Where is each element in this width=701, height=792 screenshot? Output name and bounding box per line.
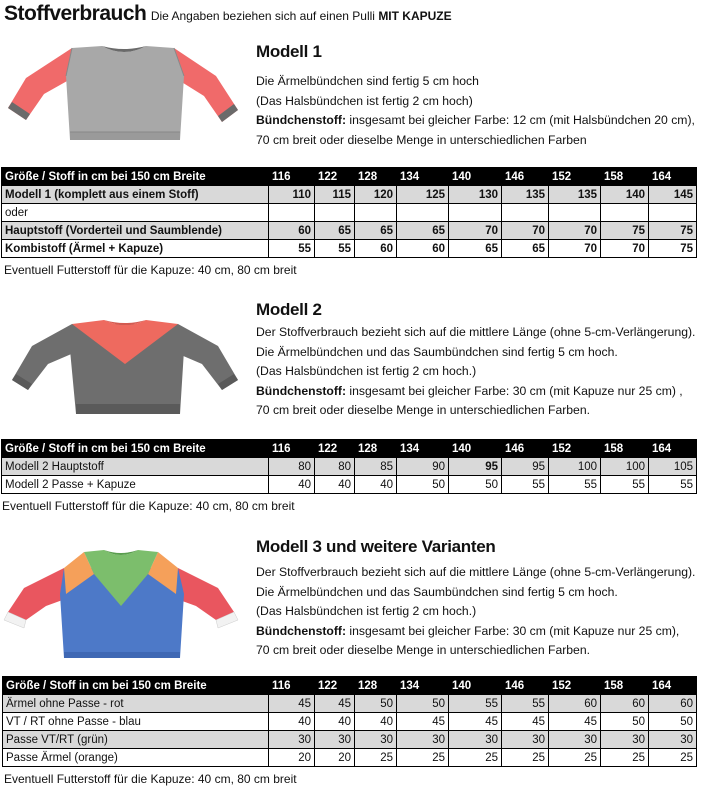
model3-cuff-label: Bündchenstoff:: [256, 623, 347, 638]
cell-value: 30: [549, 731, 601, 749]
cell-value: 60: [397, 240, 449, 258]
table-row: [2, 222, 697, 240]
model1-description: [256, 72, 695, 150]
cell-value: 55: [502, 695, 549, 713]
size-116: 116: [269, 677, 315, 695]
size-134: 134: [397, 440, 449, 458]
model1-line-1: Die Ärmelbündchen sind fertig 5 cm hoch: [256, 74, 479, 88]
yoke-sweater-illustration: [6, 310, 244, 420]
subtitle-bold: MIT KAPUZE: [378, 9, 452, 23]
cell-value: 110: [269, 186, 315, 204]
table-row: [2, 204, 697, 222]
model2-cuff-line: [256, 382, 695, 402]
model3-table: [2, 676, 697, 767]
cell-value: 145: [649, 186, 697, 204]
cell-value: [269, 204, 315, 222]
size-140: 140: [449, 440, 502, 458]
cell-value: [649, 204, 697, 222]
cell-value: 55: [502, 476, 549, 494]
table-row: [2, 240, 697, 258]
cell-value: 30: [449, 731, 502, 749]
model1-cuff-text: insgesamt bei gleicher Farbe: 12 cm (mit Halsbündchen 20 cm),: [346, 113, 695, 127]
cell-value: 70: [549, 240, 601, 258]
cell-value: 105: [649, 458, 697, 476]
size-164: 164: [649, 440, 697, 458]
size-146: 146: [502, 440, 549, 458]
model2-header-row: [2, 440, 697, 458]
size-152: 152: [549, 677, 601, 695]
header-label: Größe / Stoff in cm bei 150 cm Breite: [2, 168, 269, 186]
size-116: 116: [269, 168, 315, 186]
cell-value: 25: [649, 749, 697, 767]
cell-value: 50: [601, 713, 649, 731]
size-158: 158: [601, 440, 649, 458]
row-label: Modell 2 Hauptstoff: [2, 458, 269, 476]
model2-line-3: (Das Halsbündchen ist fertig 2 cm hoch.): [256, 364, 477, 378]
cell-value: 25: [502, 749, 549, 767]
cell-value: 45: [549, 713, 601, 731]
size-152: 152: [549, 440, 601, 458]
cell-value: 75: [649, 240, 697, 258]
row-label: Modell 1 (komplett aus einem Stoff): [2, 186, 269, 204]
cell-value: 45: [449, 713, 502, 731]
model2-heading: Modell 2: [256, 300, 322, 319]
header-label: Größe / Stoff in cm bei 150 cm Breite: [3, 677, 269, 695]
cell-value: 75: [601, 222, 649, 240]
cell-value: 140: [601, 186, 649, 204]
cell-value: 90: [397, 458, 449, 476]
size-122: 122: [315, 677, 355, 695]
table-row: [2, 186, 697, 204]
cell-value: 55: [269, 240, 315, 258]
cell-value: 30: [502, 731, 549, 749]
colorblock-sweater-illustration: [2, 548, 242, 664]
row-label: Kombistoff (Ärmel + Kapuze): [2, 240, 269, 258]
size-116: 116: [269, 440, 315, 458]
cell-value: 85: [355, 458, 397, 476]
cell-value: 100: [601, 458, 649, 476]
cell-value: [502, 204, 549, 222]
cell-value: 30: [601, 731, 649, 749]
size-134: 134: [397, 677, 449, 695]
cell-value: 25: [397, 749, 449, 767]
cell-value: 55: [601, 476, 649, 494]
size-158: 158: [601, 677, 649, 695]
model2-line-2: Die Ärmelbündchen und das Saumbündchen sind fertig 5 cm hoch.: [256, 344, 618, 359]
cell-value: 30: [355, 731, 397, 749]
subtitle-text: [151, 9, 452, 23]
cell-value: 20: [315, 749, 355, 767]
cell-value: 40: [355, 476, 397, 494]
cell-value: 25: [449, 749, 502, 767]
model3-header-row: [3, 677, 697, 695]
cell-value: 50: [397, 695, 449, 713]
size-158: 158: [601, 168, 649, 186]
cell-value: 135: [549, 186, 601, 204]
model1-note: Eventuell Futterstoff für die Kapuze: 40 cm, 80 cm breit: [4, 263, 297, 277]
table-row: [3, 731, 697, 749]
header-label: Größe / Stoff in cm bei 150 cm Breite: [2, 440, 269, 458]
cell-value: 70: [549, 222, 601, 240]
cell-value: 50: [397, 476, 449, 494]
cell-value: 40: [355, 713, 397, 731]
cell-value: 60: [649, 695, 697, 713]
table-row: [3, 713, 697, 731]
cell-value: [601, 204, 649, 222]
size-146: 146: [502, 677, 549, 695]
row-label: Modell 2 Passe + Kapuze: [2, 476, 269, 494]
size-146: 146: [502, 168, 549, 186]
cell-value: 65: [502, 240, 549, 258]
model2-cuff-line-2: 70 cm breit oder dieselbe Menge in unterschiedlichen Farben.: [256, 403, 590, 417]
cell-value: 30: [649, 731, 697, 749]
cell-value: 60: [601, 695, 649, 713]
model1-line-2: (Das Halsbündchen ist fertig 2 cm hoch): [256, 93, 473, 108]
cell-value: 70: [601, 240, 649, 258]
model3-cuff-text: insgesamt bei gleicher Farbe: 30 cm (mit Kapuze nur 25 cm),: [346, 623, 680, 638]
table-row: [3, 695, 697, 713]
size-134: 134: [397, 168, 449, 186]
row-label: Passe VT/RT (grün): [3, 731, 269, 749]
model1-cuff-line: [256, 111, 695, 131]
cell-value: [449, 204, 502, 222]
cell-value: 40: [269, 713, 315, 731]
cell-value: 60: [269, 222, 315, 240]
cell-value: 60: [355, 240, 397, 258]
cell-value: 125: [397, 186, 449, 204]
row-label: VT / RT ohne Passe - blau: [3, 713, 269, 731]
cell-value: 30: [269, 731, 315, 749]
cell-value: 45: [502, 713, 549, 731]
model2-table: [1, 439, 697, 494]
size-128: 128: [355, 440, 397, 458]
cell-value: 65: [355, 222, 397, 240]
cell-value: [355, 204, 397, 222]
cell-value: 50: [649, 713, 697, 731]
size-164: 164: [649, 168, 697, 186]
row-label: oder: [2, 204, 269, 222]
cell-value: 100: [549, 458, 601, 476]
raglan-sweater-illustration: [4, 38, 244, 154]
cell-value: 40: [269, 476, 315, 494]
row-label: Ärmel ohne Passe - rot: [3, 695, 269, 713]
cell-value: 50: [449, 476, 502, 494]
cell-value: 30: [397, 731, 449, 749]
cell-value: 80: [269, 458, 315, 476]
model1-heading: Modell 1: [256, 42, 322, 61]
cell-value: 135: [502, 186, 549, 204]
model3-line-2: Die Ärmelbündchen und das Saumbündchen sind fertig 5 cm hoch.: [256, 584, 618, 599]
model2-cuff-text: insgesamt bei gleicher Farbe: 30 cm (mit Kapuze nur 25 cm) ,: [346, 383, 683, 398]
cell-value: 70: [449, 222, 502, 240]
model1-header-row: [2, 168, 697, 186]
cell-value: 55: [649, 476, 697, 494]
cell-value: 95: [502, 458, 549, 476]
model1-table: [1, 167, 697, 258]
size-128: 128: [355, 168, 397, 186]
cell-value: 45: [397, 713, 449, 731]
model2-description: [256, 323, 695, 421]
row-label: Passe Ärmel (orange): [3, 749, 269, 767]
subtitle-prefix: Die Angaben beziehen sich auf einen Pulli: [150, 9, 379, 23]
model1-cuff-label: Bündchenstoff:: [256, 113, 347, 127]
model3-cuff-line: [256, 622, 695, 642]
cell-value: 45: [315, 695, 355, 713]
title-text: Stoffverbrauch: [4, 2, 147, 25]
cell-value: 25: [355, 749, 397, 767]
cell-value: 120: [355, 186, 397, 204]
cell-value: 130: [449, 186, 502, 204]
row-label: Hauptstoff (Vorderteil und Saumblende): [2, 222, 269, 240]
size-140: 140: [449, 677, 502, 695]
cell-value: 50: [355, 695, 397, 713]
cell-value: 20: [269, 749, 315, 767]
cell-value: 40: [315, 713, 355, 731]
cell-value: 70: [502, 222, 549, 240]
model3-description: [256, 563, 695, 661]
cell-value: 60: [549, 695, 601, 713]
cell-value: 45: [269, 695, 315, 713]
model3-line-3: (Das Halsbündchen ist fertig 2 cm hoch.): [256, 604, 477, 618]
table-row: [2, 458, 697, 476]
page-title: [4, 2, 452, 26]
cell-value: 55: [315, 240, 355, 258]
model3-cuff-line-2: 70 cm breit oder dieselbe Menge in unterschiedlichen Farben.: [256, 643, 590, 657]
cell-value: 40: [315, 476, 355, 494]
table-row: [2, 476, 697, 494]
cell-value: 80: [315, 458, 355, 476]
size-128: 128: [355, 677, 397, 695]
model3-note: Eventuell Futterstoff für die Kapuze: 40 cm, 80 cm breit: [4, 772, 297, 786]
size-140: 140: [449, 168, 502, 186]
cell-value: 30: [315, 731, 355, 749]
model2-note: Eventuell Futterstoff für die Kapuze: 40 cm, 80 cm breit: [2, 499, 295, 513]
model1-cuff-line-2: 70 cm breit oder dieselbe Menge in unterschiedlichen Farben: [256, 132, 587, 147]
cell-value: 75: [649, 222, 697, 240]
cell-value: 25: [601, 749, 649, 767]
size-152: 152: [549, 168, 601, 186]
cell-value: [549, 204, 601, 222]
cell-value: 65: [397, 222, 449, 240]
model3-heading: Modell 3 und weitere Varianten: [256, 537, 496, 556]
cell-value: [315, 204, 355, 222]
cell-value: 65: [449, 240, 502, 258]
cell-value: 115: [315, 186, 355, 204]
cell-value: 55: [549, 476, 601, 494]
cell-value: 25: [549, 749, 601, 767]
model2-line-1: Der Stoffverbrauch bezieht sich auf die mittlere Länge (ohne 5-cm-Verlängerung).: [256, 325, 696, 339]
size-122: 122: [315, 168, 355, 186]
model3-line-1: Der Stoffverbrauch bezieht sich auf die mittlere Länge (ohne 5-cm-Verlängerung).: [256, 565, 696, 579]
model2-cuff-label: Bündchenstoff:: [256, 383, 347, 398]
cell-value: 65: [315, 222, 355, 240]
cell-value: [397, 204, 449, 222]
table-row: [3, 749, 697, 767]
cell-value: 95: [449, 458, 502, 476]
cell-value: 55: [449, 695, 502, 713]
size-164: 164: [649, 677, 697, 695]
size-122: 122: [315, 440, 355, 458]
